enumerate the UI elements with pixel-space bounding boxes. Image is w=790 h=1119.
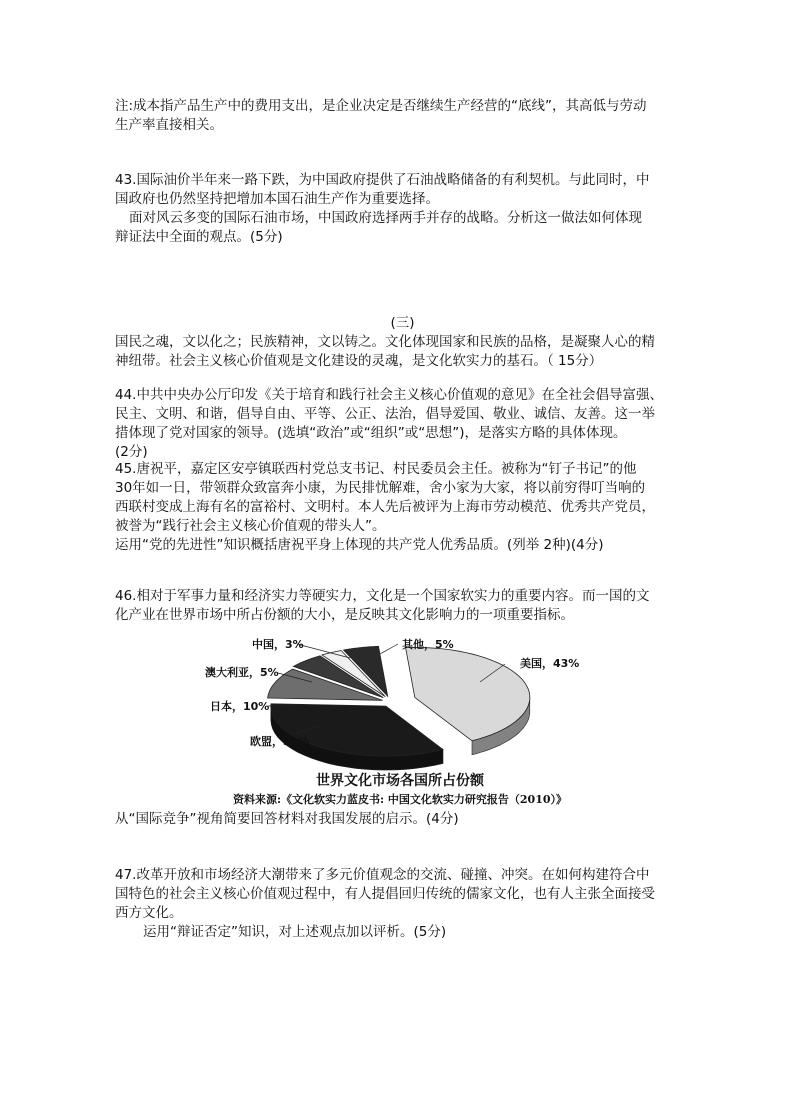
section-3 <box>115 314 690 371</box>
q47-line: 西方文化。 <box>115 905 183 921</box>
q46-line: 化产业在世界市场中所占份额的大小，是反映其文化影响力的一项重要指标。 <box>115 607 574 623</box>
q47-line: 47.改革开放和市场经济大潮带来了多元价值观念的交流、碰撞、冲突。在如何构建符合中 <box>115 867 650 883</box>
pie-label: 欧盟，34% <box>250 735 310 748</box>
q47-line: 国特色的社会主义核心价值观过程中，有人提倡回归传统的儒家文化，也有人主张全面接受 <box>115 886 655 902</box>
pie-leader-line <box>380 644 398 654</box>
q45-line: 西联村变成上海有名的富裕村、文明村。本人先后被评为上海市劳动模范、优秀共产党员， <box>115 499 655 515</box>
cost-note <box>115 97 690 135</box>
q45-line: 30年如一日，带领群众致富奔小康，为民排忧解难，舍小家为大家，将以前穷得叮当响的 <box>115 480 646 496</box>
q46-after-line: 从“国际竞争”视角简要回答材料对我国发展的启示。(4分) <box>115 811 459 827</box>
q44-line: (2分) <box>115 444 148 460</box>
note-line: 生产率直接相关。 <box>115 117 223 133</box>
q44-line: 44.中共中央办公厅印发《关于培育和践行社会主义核心价值观的意见》在全社会倡导富强、 <box>115 387 663 403</box>
chart-title: 世界文化市场各国所占份额 <box>316 773 484 789</box>
section3-line: 神纽带。社会主义核心价值观是文化建设的灵魂，是文化软实力的基石。（ 15分） <box>115 353 603 369</box>
q47-line: 运用“辩证否定”知识，对上述观点加以评析。(5分) <box>143 924 447 940</box>
question-43 <box>115 171 690 247</box>
pie-label: 日本，10% <box>210 700 270 713</box>
chart-source: 资料来源:《文化软实力蓝皮书: 中国文化软实力研究报告（2010）》 <box>232 793 568 806</box>
pie-label: 其他，5% <box>402 638 454 651</box>
question-46-prompt <box>115 810 690 829</box>
pie-label: 中国，3% <box>252 638 304 651</box>
q44-line: 措体现了党对国家的领导。(选填“政治”或“组织”或“思想”)，是落实方略的具体体现。 <box>115 425 627 441</box>
question-45 <box>115 460 690 555</box>
question-44 <box>115 386 690 462</box>
question-46 <box>115 587 690 625</box>
question-47 <box>115 866 690 942</box>
q43-line: 国政府也仍然坚持把增加本国石油生产作为重要选择。 <box>115 191 439 207</box>
pie-label: 美国，43% <box>520 657 580 670</box>
section3-line: 国民之魂，文以化之；民族精神，文以铸之。文化体现国家和民族的品格，是凝聚人心的精 <box>115 334 655 350</box>
q45-line: 运用“党的先进性”知识概括唐祝平身上体现的共产党人优秀品质。(列举 2种)(4分) <box>115 537 604 553</box>
q45-line: 45.唐祝平，嘉定区安亭镇联西村党总支书记、村民委员会主任。被称为“钉子书记”的他 <box>115 461 637 477</box>
q43-line: 辩证法中全面的观点。(5分) <box>115 229 283 245</box>
q43-line: 面对风云多变的国际石油市场，中国政府选择两手并存的战略。分析这一做法如何体现 <box>129 210 642 226</box>
section-heading: (三) <box>390 315 415 331</box>
pie-label: 澳大利亚，5% <box>205 666 279 679</box>
q45-line: 被誉为“践行社会主义核心价值观的带头人”。 <box>115 518 386 534</box>
q46-line: 46.相对于军事力量和经济实力等硬实力，文化是一个国家软实力的重要内容。而一国的文 <box>115 588 650 604</box>
q43-line: 43.国际油价半年来一路下跌，为中国政府提供了石油战略储备的有利契机。与此同时，中 <box>115 172 650 188</box>
q44-line: 民主、文明、和谐，倡导自由、平等、公正、法治，倡导爱国、敬业、诚信、友善。这一举 <box>115 406 655 422</box>
note-line: 注:成本指产品生产中的费用支出，是企业决定是否继续生产经营的“底线”，其高低与劳动 <box>115 98 647 114</box>
